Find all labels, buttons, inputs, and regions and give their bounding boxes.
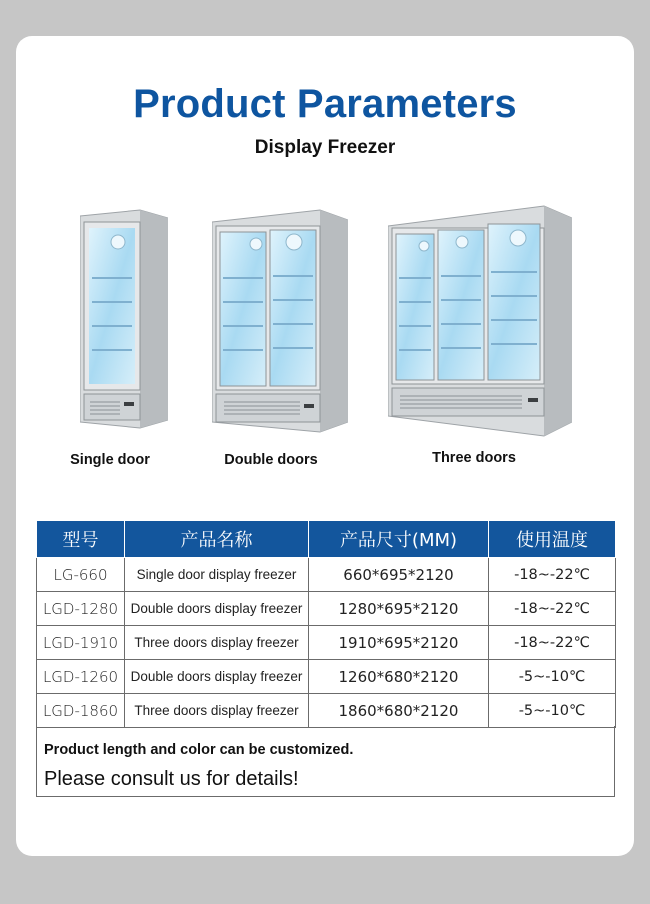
cell-size: 1280*695*2120 xyxy=(309,592,489,626)
customization-note-box xyxy=(36,726,615,797)
cell-temp: -18~-22℃ xyxy=(489,558,616,592)
table-row xyxy=(37,558,616,592)
table-row xyxy=(37,592,616,626)
cell-temp: -5~-10℃ xyxy=(489,660,616,694)
consult-note: Please consult us for details! xyxy=(44,768,299,790)
parameters-table xyxy=(36,520,616,728)
cell-size: 1860*680*2120 xyxy=(309,694,489,728)
cell-name: Single door display freezer xyxy=(125,558,309,592)
product-label-triple: Three doors xyxy=(432,450,516,466)
cell-model: LGD-1280 xyxy=(37,592,125,626)
cell-name: Three doors display freezer xyxy=(125,626,309,660)
double-door-freezer-image xyxy=(212,208,348,434)
cell-name: Double doors display freezer xyxy=(125,592,309,626)
cell-model: LGD-1260 xyxy=(37,660,125,694)
customization-note: Product length and color can be customized. xyxy=(44,742,354,758)
table-row xyxy=(37,694,616,728)
cell-size: 1260*680*2120 xyxy=(309,660,489,694)
header-model: 型号 xyxy=(37,521,125,558)
cell-model: LG-660 xyxy=(37,558,125,592)
header-product-size: 产品尺寸(MM) xyxy=(309,521,489,558)
header-temperature: 使用温度 xyxy=(489,521,616,558)
table-row xyxy=(37,660,616,694)
cell-name: Double doors display freezer xyxy=(125,660,309,694)
three-door-freezer-image xyxy=(388,204,572,438)
table-row xyxy=(37,626,616,660)
cell-name: Three doors display freezer xyxy=(125,694,309,728)
cell-temp: -5~-10℃ xyxy=(489,694,616,728)
cell-model: LGD-1860 xyxy=(37,694,125,728)
cell-temp: -18~-22℃ xyxy=(489,626,616,660)
cell-size: 1910*695*2120 xyxy=(309,626,489,660)
cell-temp: -18~-22℃ xyxy=(489,592,616,626)
header-product-name: 产品名称 xyxy=(125,521,309,558)
cell-model: LGD-1910 xyxy=(37,626,125,660)
page-title: Product Parameters xyxy=(133,82,517,126)
table-header-row xyxy=(37,521,616,558)
product-label-single: Single door xyxy=(70,452,150,468)
single-door-freezer-image xyxy=(80,208,168,430)
product-label-double: Double doors xyxy=(224,452,318,468)
page-subtitle: Display Freezer xyxy=(254,137,396,158)
cell-size: 660*695*2120 xyxy=(309,558,489,592)
